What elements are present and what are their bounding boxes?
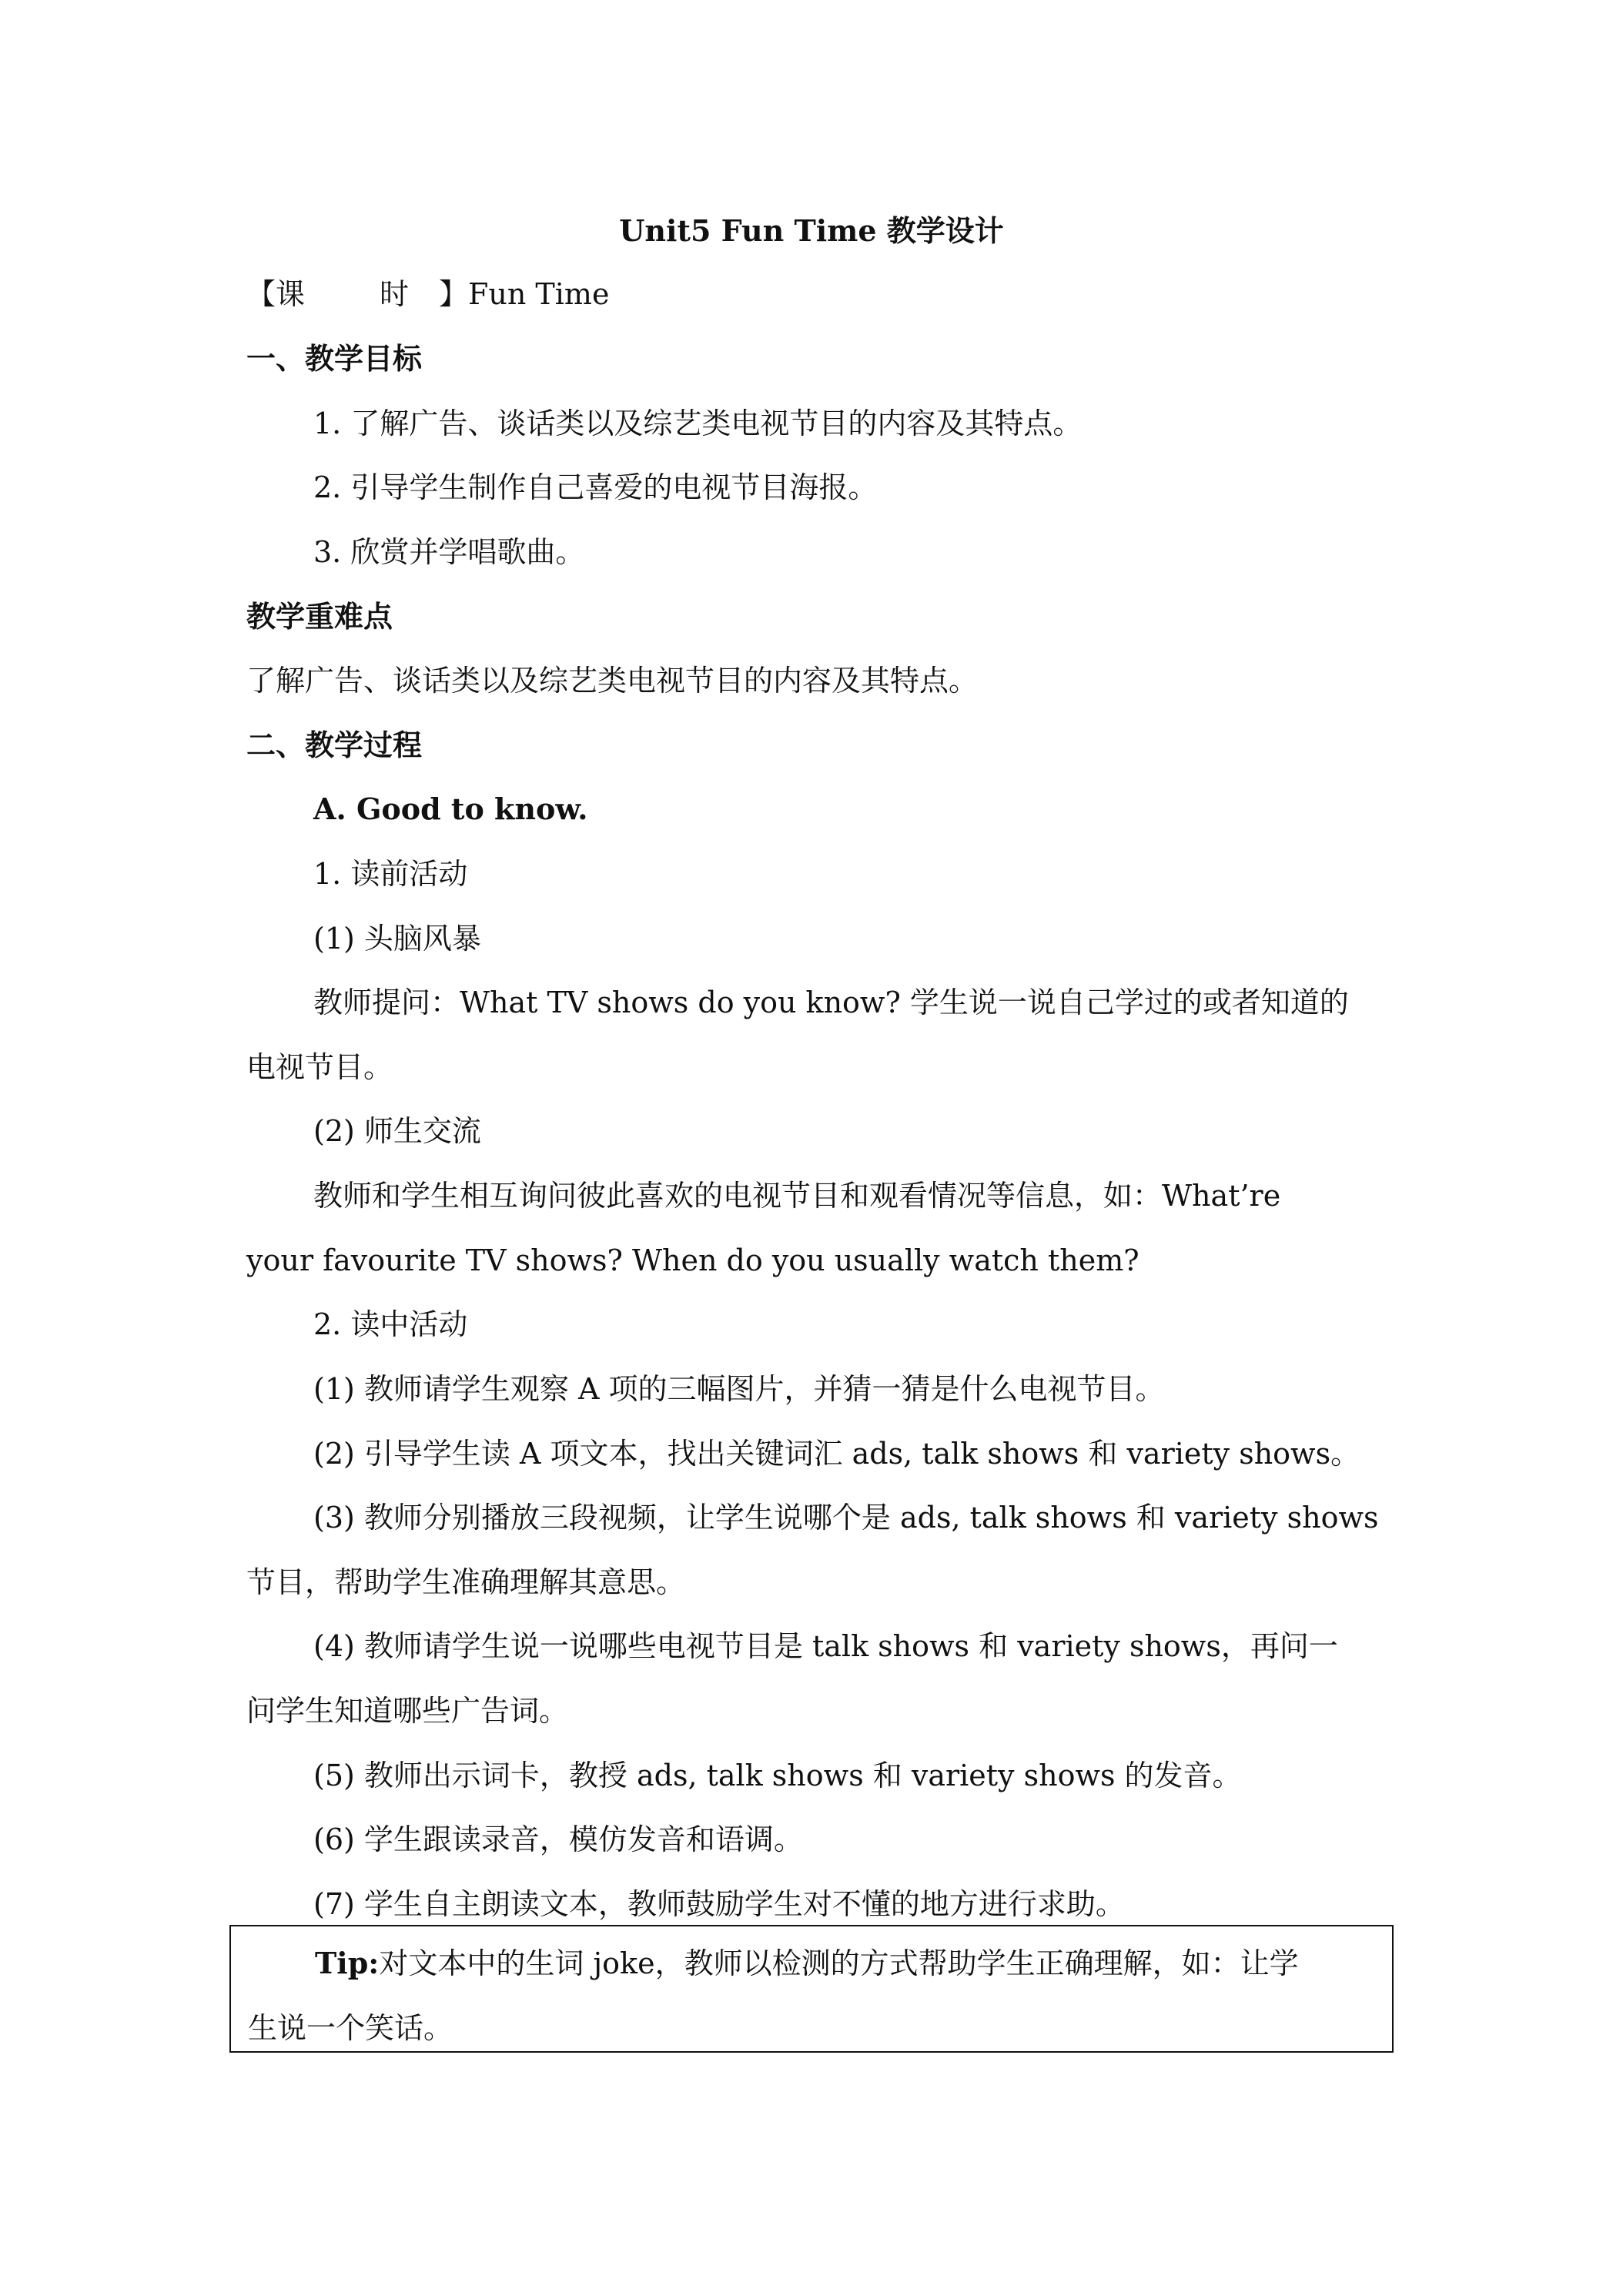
- objective-item-3: 3. 欣赏并学唱歌曲。: [313, 535, 585, 569]
- brainstorm-text-line-1: 教师提问：What TV shows do you know? 学生说一说自己学过的或者知道的: [313, 986, 1349, 1019]
- objective-item-1: 1. 了解广告、谈话类以及综艺类电视节目的内容及其特点。: [313, 407, 1083, 440]
- key-points-text: 了解广告、谈话类以及综艺类电视节目的内容及其特点。: [246, 664, 979, 698]
- while-reading-item-6: (6) 学生跟读录音，模仿发音和语调。: [313, 1822, 803, 1856]
- section-heading-objectives: 一、教学目标: [246, 341, 423, 376]
- step-exchange: (2) 师生交流: [313, 1114, 481, 1148]
- tip-text-line-2: 生说一个笑话。: [248, 2011, 453, 2045]
- step-brainstorm: (1) 头脑风暴: [313, 922, 481, 956]
- step-pre-reading: 1. 读前活动: [313, 857, 468, 891]
- lesson-period-label-a: 课: [276, 277, 306, 311]
- section-heading-process: 二、教学过程: [246, 728, 423, 762]
- subsection-good-to-know: A. Good to know.: [313, 792, 588, 826]
- lesson-period-label: [276, 274, 439, 314]
- while-reading-item-3-line-1: (3) 教师分别播放三段视频，让学生说哪个是 ads, talk shows 和 variety shows: [313, 1501, 1379, 1535]
- section-heading-key-points: 教学重难点: [246, 599, 393, 634]
- bracket-close: 】: [439, 277, 469, 311]
- while-reading-item-1: (1) 教师请学生观察 A 项的三幅图片，并猜一猜是什么电视节目。: [313, 1372, 1165, 1406]
- tip-text-line-1: 对文本中的生词 joke，教师以检测的方式帮助学生正确理解，如：让学: [379, 1946, 1299, 1980]
- exchange-text-line-1: 教师和学生相互询问彼此喜欢的电视节目和观看情况等信息，如：What’re: [313, 1179, 1281, 1213]
- lesson-period-value: Fun Time: [468, 277, 610, 311]
- lesson-period-label-b: 时: [380, 277, 410, 311]
- exchange-text-line-2: your favourite TV shows? When do you usually watch them?: [246, 1243, 1139, 1277]
- objective-item-2: 2. 引导学生制作自己喜爱的电视节目海报。: [313, 470, 878, 504]
- step-while-reading: 2. 读中活动: [313, 1307, 468, 1341]
- while-reading-item-2: (2) 引导学生读 A 项文本，找出关键词汇 ads, talk shows 和 variety shows。: [313, 1437, 1360, 1471]
- while-reading-item-5: (5) 教师出示词卡，教授 ads, talk shows 和 variety shows 的发音。: [313, 1759, 1242, 1792]
- lesson-period-line: [246, 274, 609, 314]
- while-reading-item-4-line-2: 问学生知道哪些广告词。: [246, 1694, 569, 1728]
- brainstorm-text-line-2: 电视节目。: [246, 1050, 393, 1084]
- tip-line-1: [315, 1943, 1299, 1983]
- tip-label: Tip:: [315, 1946, 380, 1980]
- while-reading-item-4-line-1: (4) 教师请学生说一说哪些电视节目是 talk shows 和 variety shows，再问一: [313, 1629, 1338, 1663]
- while-reading-item-3-line-2: 节目，帮助学生准确理解其意思。: [246, 1565, 686, 1599]
- document-title: Unit5 Fun Time 教学设计: [619, 213, 1004, 248]
- tip-box: [229, 1925, 1394, 2053]
- bracket-open: 【: [246, 277, 276, 311]
- while-reading-item-7: (7) 学生自主朗读文本，教师鼓励学生对不懂的地方进行求助。: [313, 1887, 1125, 1921]
